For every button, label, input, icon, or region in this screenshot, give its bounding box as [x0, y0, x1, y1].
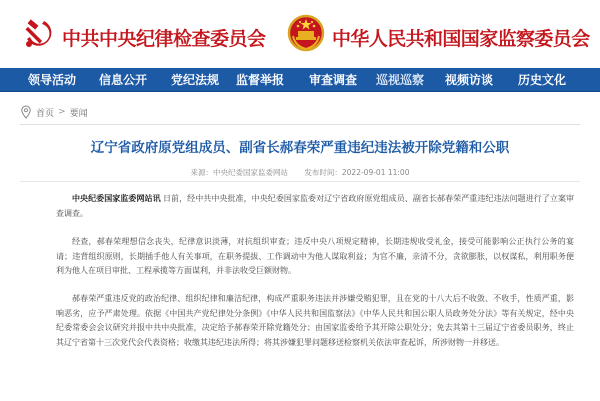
divider [20, 124, 580, 125]
article-meta [0, 167, 600, 178]
article-paragraph: 经查，郝春荣理想信念丧失，纪律意识淡薄，对抗组织审查；违反中央八项规定精神，长期违规收受礼金，接受可能影响公正执行公务的宴请；违背组织原则，长期插手他人有关事项，在职务提拔、工作调动中为他人谋取利益；为官不廉，亲清不分，贪欲膨胀，以权谋私，利用职务便利为他人在项目审批、工程承揽等方面谋利，并非法收受巨额财物。 [56, 237, 574, 275]
party-commission-title[interactable]: 中共中央纪律检查委员会 [62, 28, 266, 50]
state-commission-title[interactable]: 中华人民共和国国家监察委员会 [332, 28, 590, 50]
article-title: 辽宁省政府原党组成员、副省长郝春荣严重违纪违法被开除党籍和公职 [90, 140, 510, 156]
article-source: 来源：中央纪委国家监委网站 [190, 168, 288, 177]
breadcrumb-separator: > [58, 107, 66, 117]
nav-item-video[interactable]: 视频访谈 [445, 73, 494, 87]
nav-item-leadership[interactable]: 领导活动 [28, 73, 77, 87]
breadcrumb [20, 104, 88, 120]
hammer-sickle-emblem-icon[interactable] [20, 15, 56, 51]
breadcrumb-home[interactable]: 首页 [36, 108, 55, 119]
national-emblem-icon[interactable] [287, 14, 325, 52]
breadcrumb-current[interactable]: 要闻 [69, 108, 88, 119]
article-paragraph [56, 192, 574, 221]
nav-item-regulations[interactable]: 党纪法规 [171, 73, 220, 87]
article-time: 发布时间：2022-09-01 11:00 [304, 168, 410, 177]
divider [20, 181, 580, 182]
article-lead: 中央纪委国家监委网站讯 [72, 194, 161, 203]
nav-item-history[interactable]: 历史文化 [518, 73, 567, 87]
nav-item-inspection[interactable]: 巡视巡察 [376, 73, 425, 87]
nav-item-disclosure[interactable]: 信息公开 [99, 73, 148, 87]
site-header [0, 0, 600, 68]
nav-item-supervision-report[interactable]: 监督举报 [236, 73, 285, 87]
nav-item-investigation[interactable]: 审查调查 [309, 73, 358, 87]
article-paragraph-text: 日前，经中共中央批准，中央纪委国家监委对辽宁省政府原党组成员、副省长郝春荣严重违纪违法问题进行了立案审查调查。 [56, 194, 575, 218]
main-nav [0, 68, 600, 92]
article-paragraph: 郝春荣严重违反党的政治纪律、组织纪律和廉洁纪律，构成严重职务违法并涉嫌受贿犯罪，且在党的十八大后不收敛、不收手，性质严重，影响恶劣，应予严肃处理。依据《中国共产党纪律处分条例》《中华人民共和国监察法》《中华人民共和国公职人员政务处分法》等有关规定，经中央纪委常委会会议研究并报中共中央批准，决定给予郝春荣开除党籍处分；由国家监委给予其开除公职处分；免去其第十三届辽宁省委员职务，终止其辽宁省第十三次党代会代表资格；收缴其违纪违法所得；将其涉嫌犯罪问题移送检察机关依法审查起诉，所涉财物一并移送。 [56, 294, 574, 347]
location-pin-icon [20, 105, 32, 119]
